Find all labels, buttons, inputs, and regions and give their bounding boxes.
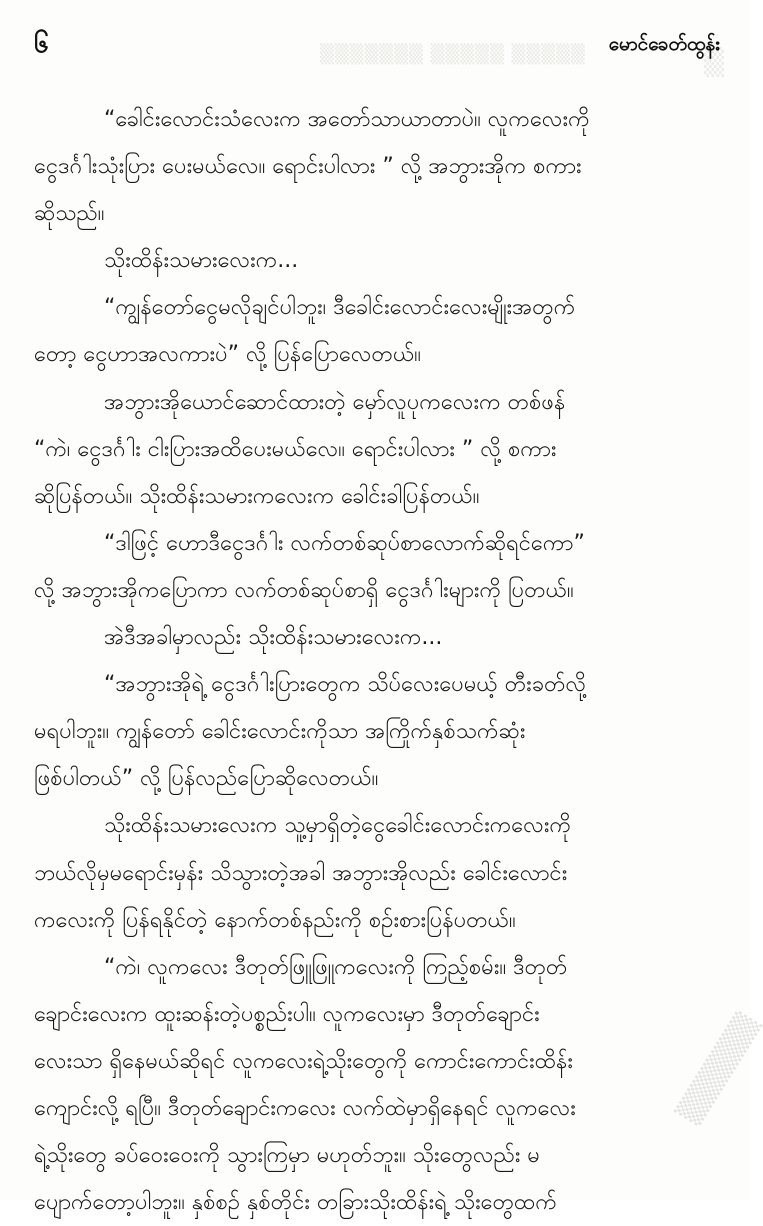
text-line: ရဲ့သိုးတွေ ခပ်ဝေးဝေးကို သွားကြမှာ မဟုတ်ဘူး။ သိုးတွေလည်း မ: [34, 1143, 540, 1169]
text-line: “ကဲ၊ လူကလေး ဒီတုတ်ဖြူဖြူကလေးကို ကြည့်စမ်း။ ဒီတုတ်: [104, 954, 568, 980]
show-through-mark: ▒: [704, 48, 724, 78]
text-line: ဘယ်လိုမှမရောင်းမှန်း သိသွားတဲ့အခါ အဘွားအိုလည်း ခေါင်းလောင်း: [34, 860, 568, 886]
text-line: “ခေါင်းလောင်းသံလေးက အတော်သာယာတာပဲ။ လူကလေးကို: [104, 107, 590, 132]
text-line: “ကဲ၊ ငွေဒင်္ဂါး ငါးပြားအထိပေးမယ်လေ။ ရောင်းပါလား ” လို့ စကား: [34, 436, 557, 462]
text-line: ပျောက်တော့ပါဘူး။ နှစ်စဉ် နှစ်တိုင်း တခြားသိုးထိန်းရဲ့ သိုးတွေထက်: [34, 1190, 557, 1216]
watermark: ▒▒▒▒▒▒: [674, 1010, 763, 1128]
show-through-text: ▒▒▒▒▒▒▒ ▒▒▒▒▒ ▒▒▒▒▒: [320, 44, 586, 65]
text-line: တော့ ငွေဟာအလကားပဲ” လို့ ပြန်ပြောလေတယ်။: [34, 342, 421, 368]
text-line: ကျောင်းလို့ ရပြီ။ ဒီတုတ်ချောင်းကလေး လက်ထဲမှာရှိနေရင် လူကလေး: [34, 1095, 576, 1121]
text-line: ငွေဒင်္ဂါးသုံးပြား ပေးမယ်လေ။ ရောင်းပါလား ” လို့ အဘွားအိုက စကား: [34, 154, 582, 180]
running-head-author: မောင်ခေတ်ထွန်း: [608, 33, 720, 55]
text-line: ဖြစ်ပါတယ်” လို့ ပြန်လည်ပြောဆိုလေတယ်။: [34, 766, 379, 792]
text-line: အဲဒီအခါမှာလည်း သိုးထိန်းသမားလေးက...: [104, 625, 443, 651]
page-number: ၆: [34, 29, 49, 59]
text-line: ဆိုပြန်တယ်။ သိုးထိန်းသမားကလေးက ခေါင်းခါပြန်တယ်။: [34, 483, 480, 509]
text-line: ချောင်းလေးက ထူးဆန်းတဲ့ပစ္စည်းပါ။ လူကလေးမှာ ဒီတုတ်ချောင်း: [34, 1001, 540, 1027]
text-line: လေးသာ ရှိနေမယ်ဆိုရင် လူကလေးရဲ့သိုးတွေကို ကောင်းကောင်းထိန်း: [34, 1048, 573, 1074]
text-line: အဘွားအိုယောင်ဆောင်ထားတဲ့ မှော်လူပုကလေးက တစ်ဖန်: [104, 389, 566, 415]
text-line: “ကျွန်တော်ငွေမလိုချင်ပါဘူး၊ ဒီခေါင်းလောင်းလေးမျိုးအတွက်: [104, 295, 576, 321]
text-line: သိုးထိန်းသမားလေးက သူ့မှာရှိတဲ့ငွေခေါင်းလောင်းကလေးကို: [104, 813, 571, 839]
page-header: [34, 26, 720, 66]
text-line: “အဘွားအိုရဲ့ ငွေဒင်္ဂါးပြားတွေက သိပ်လေးပေမယ့် တီးခတ်လို့: [104, 672, 587, 698]
text-line: မရပါဘူး။ ကျွန်တော် ခေါင်းလောင်းကိုသာ အကြိုက်နှစ်သက်ဆုံး: [34, 719, 526, 745]
text-line: လို့ အဘွားအိုကပြောကာ လက်တစ်ဆုပ်စာရှိ ငွေဒင်္ဂါးများကို ပြတယ်။: [34, 577, 574, 603]
text-line: “ဒါဖြင့် ဟောဒီငွေဒင်္ဂါး လက်တစ်ဆုပ်စာလောက်ဆိုရင်ကော”: [104, 530, 585, 556]
text-line: သိုးထိန်းသမားလေးက...: [104, 248, 299, 274]
text-line: ဆိုသည်။: [34, 201, 105, 227]
text-line: ကလေးကို ပြန်ရနိုင်တဲ့ နောက်တစ်နည်းကို စဉ်းစားပြန်ပတယ်။: [34, 907, 516, 933]
body-text: [34, 96, 724, 1226]
